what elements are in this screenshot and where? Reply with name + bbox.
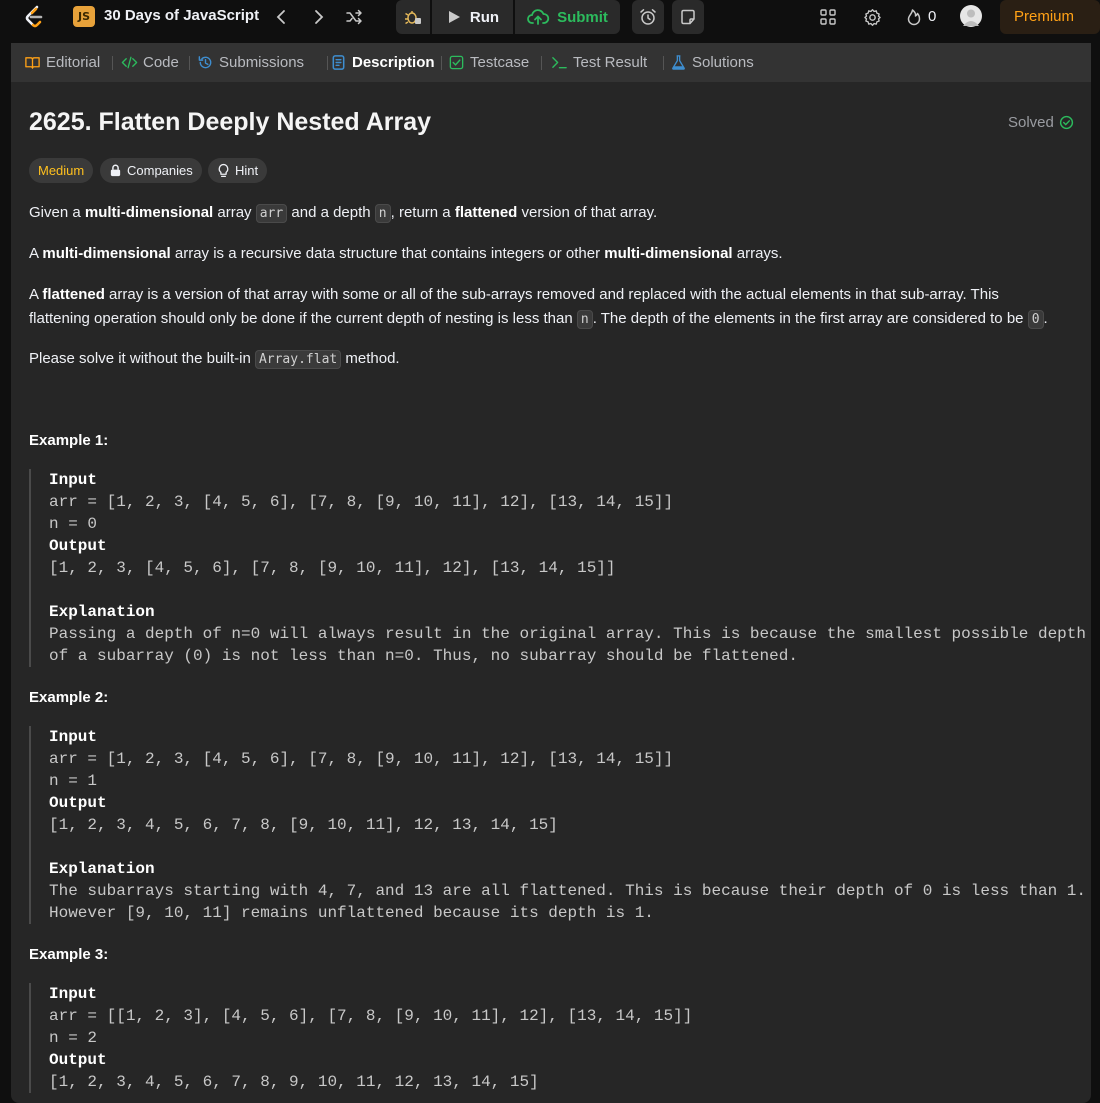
lightbulb-icon	[217, 163, 230, 178]
example-3-heading: Example 3:	[29, 946, 109, 963]
tab-label: Description	[352, 54, 435, 71]
settings-gear-icon[interactable]	[860, 5, 884, 29]
previous-problem-button[interactable]	[270, 5, 294, 29]
example-1-heading: Example 1:	[29, 432, 109, 449]
tab-label: Test Result	[573, 54, 648, 71]
description-paragraph-2: A multi-dimensional array is a recursive data structure that contains integers or other multi-dimensional arrays.	[29, 245, 783, 262]
example-2-heading: Example 2:	[29, 689, 109, 706]
tab-divider	[541, 56, 542, 70]
note-icon	[679, 8, 697, 26]
description-panel	[11, 43, 1091, 1103]
explanation-text: of a subarray (0) is not less than n=0. Thus, no subarray should be flattened.	[49, 647, 798, 665]
submit-button[interactable]	[515, 0, 620, 34]
difficulty-badge: Medium	[29, 158, 93, 183]
study-plan-badge[interactable]: JS	[73, 6, 95, 27]
input-n: n = 2	[49, 1029, 98, 1047]
check-circle-icon	[1059, 115, 1074, 130]
run-button[interactable]	[432, 0, 513, 34]
explanation-label: Explanation	[49, 603, 155, 621]
inline-code: n	[375, 204, 391, 223]
document-icon	[330, 54, 347, 71]
inline-code: arr	[256, 204, 287, 223]
cloud-upload-icon	[527, 8, 549, 26]
input-label: Input	[49, 985, 98, 1003]
input-arr: arr = [1, 2, 3, [4, 5, 6], [7, 8, [9, 10, 11], 12], [13, 14, 15]]	[49, 493, 674, 511]
tab-divider	[441, 56, 442, 70]
problem-title[interactable]: 2625. Flatten Deeply Nested Array	[29, 108, 432, 136]
tab-solutions[interactable]	[670, 43, 754, 82]
hint-tag[interactable]	[208, 158, 267, 183]
tab-submissions[interactable]	[197, 43, 304, 82]
streak-count: 0	[928, 8, 937, 25]
hint-label: Hint	[235, 163, 259, 178]
lock-icon	[109, 164, 122, 177]
tab-divider	[663, 56, 664, 70]
inline-code: 0	[1028, 310, 1044, 329]
premium-button[interactable]: Premium	[1000, 0, 1100, 34]
history-icon	[197, 54, 214, 71]
inline-code: Array.flat	[255, 350, 341, 369]
book-icon	[24, 54, 41, 71]
user-avatar[interactable]	[960, 5, 982, 27]
output-label: Output	[49, 794, 107, 812]
output-value: [1, 2, 3, 4, 5, 6, 7, 8, 9, 10, 11, 12, 13, 14, 15]	[49, 1073, 539, 1091]
solved-status	[1008, 114, 1074, 131]
explanation-text: Passing a depth of n=0 will always result in the original array. This is because the smallest possible depth	[49, 625, 1086, 643]
tab-label: Code	[143, 54, 179, 71]
example-3-block	[29, 983, 692, 1093]
solved-label: Solved	[1008, 114, 1054, 131]
notes-button[interactable]	[672, 0, 704, 34]
input-arr: arr = [1, 2, 3, [4, 5, 6], [7, 8, [9, 10, 11], 12], [13, 14, 15]]	[49, 750, 674, 768]
flask-icon	[670, 54, 687, 71]
timer-button[interactable]	[632, 0, 664, 34]
top-navbar	[0, 0, 1080, 34]
leetcode-logo-icon[interactable]	[22, 4, 48, 30]
panel-tab-bar	[11, 43, 1091, 82]
description-paragraph-4: Please solve it without the built-in Array.flat method.	[29, 350, 400, 367]
input-n: n = 1	[49, 772, 98, 790]
next-problem-button[interactable]	[306, 5, 330, 29]
tab-code[interactable]	[121, 43, 179, 82]
tab-divider	[112, 56, 113, 70]
input-label: Input	[49, 728, 98, 746]
tab-label: Submissions	[219, 54, 305, 71]
explanation-text: The subarrays starting with 4, 7, and 13 are all flattened. This is because their depth of 0 is less than 1.	[49, 882, 1086, 900]
layout-grid-icon[interactable]	[816, 5, 840, 29]
example-1-block	[29, 469, 1086, 667]
tab-test-result[interactable]	[551, 43, 647, 82]
debugger-button[interactable]	[396, 0, 430, 34]
streak-fire-icon[interactable]	[902, 5, 926, 29]
tab-editorial[interactable]	[24, 43, 100, 82]
submit-label: Submit	[557, 8, 608, 26]
bug-icon	[404, 8, 422, 26]
output-value: [1, 2, 3, 4, 5, 6, 7, 8, [9, 10, 11], 12, 13, 14, 15]	[49, 816, 558, 834]
output-label: Output	[49, 1051, 107, 1069]
explanation-label: Explanation	[49, 860, 155, 878]
explanation-text: However [9, 10, 11] remains unflattened because its depth is 1.	[49, 904, 654, 922]
tab-testcase[interactable]	[448, 43, 529, 82]
input-n: n = 0	[49, 515, 98, 533]
terminal-icon	[551, 54, 568, 71]
tab-divider	[327, 56, 328, 70]
description-paragraph-3: A flattened array is a version of that array with some or all of the sub-arrays removed and replaced with the actual elements in that sub-array. This flattening operation should only be done if the current depth of nesting is less than n . The depth of the elements in the first array are considered to be 0 .	[29, 286, 1048, 327]
run-label: Run	[469, 8, 500, 26]
companies-label: Companies	[127, 163, 193, 178]
output-value: [1, 2, 3, [4, 5, 6], [7, 8, [9, 10, 11], 12], [13, 14, 15]]	[49, 559, 616, 577]
inline-code: n	[577, 310, 593, 329]
tab-label: Editorial	[46, 54, 101, 71]
tab-divider	[189, 56, 190, 70]
example-2-block	[29, 726, 1086, 924]
input-label: Input	[49, 471, 98, 489]
tab-label: Solutions	[692, 54, 754, 71]
shuffle-icon[interactable]	[342, 5, 366, 29]
description-paragraph-1: Given a multi-dimensional array arr and a depth n , return a flattened version of that array.	[29, 204, 658, 221]
output-label: Output	[49, 537, 107, 555]
study-plan-title[interactable]: 30 Days of JavaScript	[104, 7, 260, 24]
tab-label: Testcase	[470, 54, 530, 71]
companies-tag[interactable]	[100, 158, 202, 183]
code-icon	[121, 54, 138, 71]
checkbox-icon	[448, 54, 465, 71]
play-icon	[446, 9, 462, 25]
alarm-clock-icon	[639, 8, 657, 26]
input-arr: arr = [[1, 2, 3], [4, 5, 6], [7, 8, [9, 10, 11], 12], [13, 14, 15]]	[49, 1007, 693, 1025]
tab-description[interactable]	[330, 43, 435, 82]
